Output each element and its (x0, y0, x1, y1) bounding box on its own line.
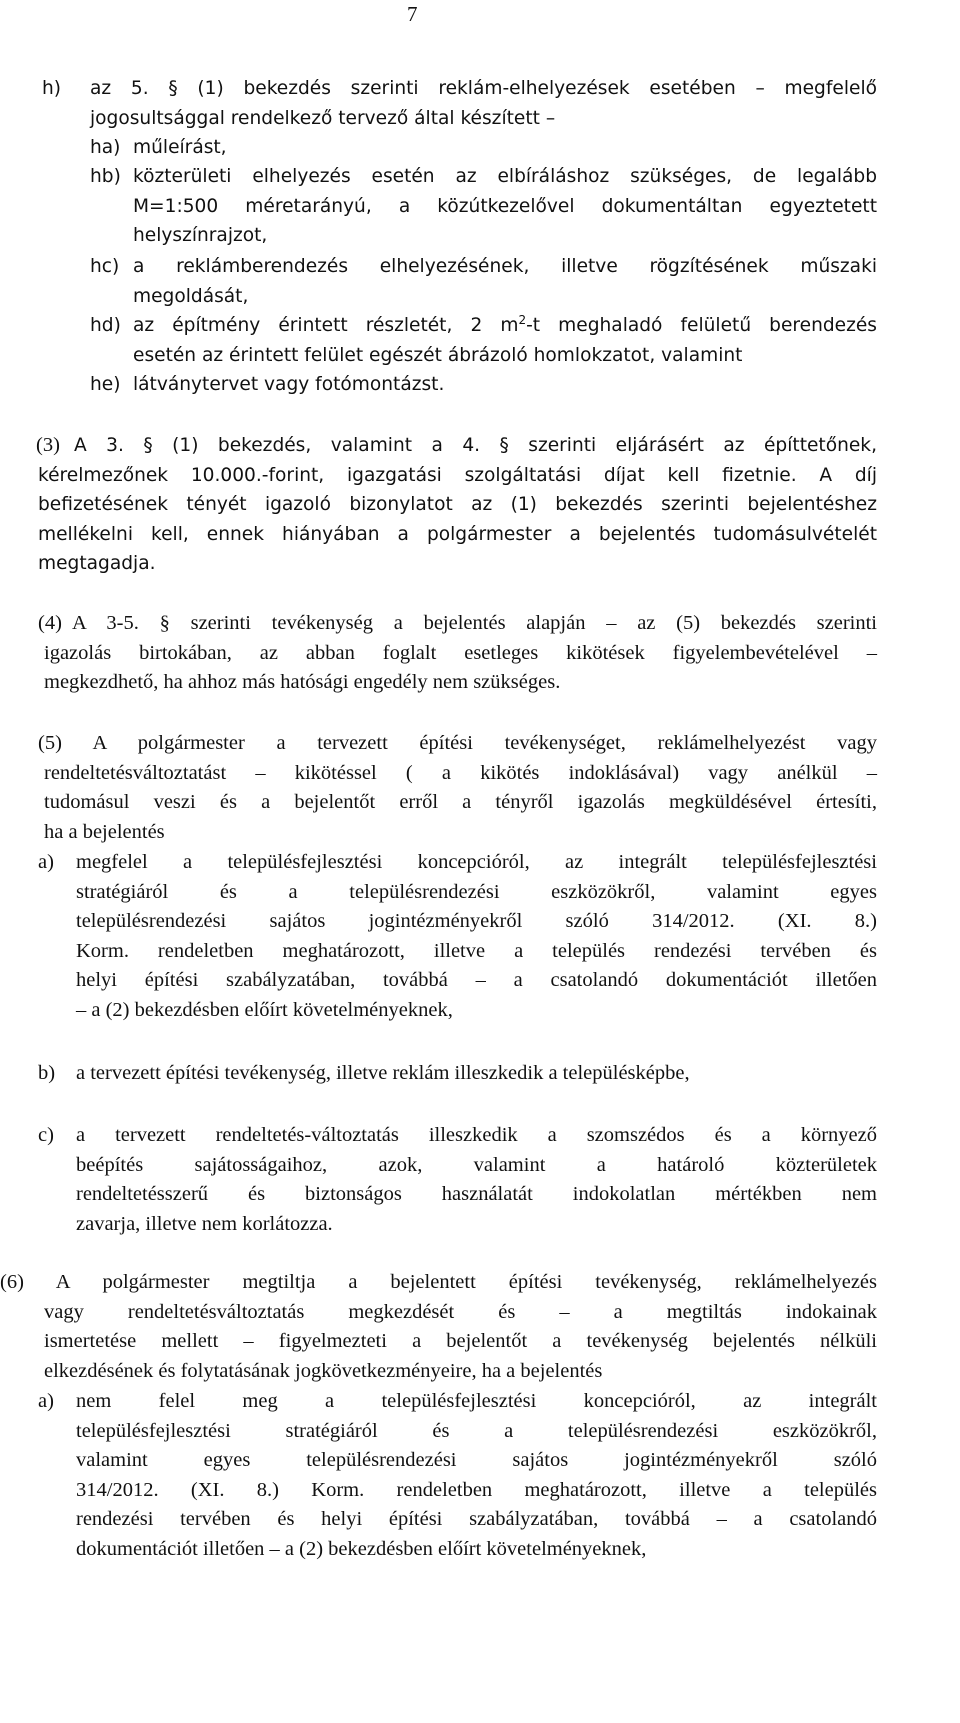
para5-label: (5) (38, 732, 62, 754)
text-line: rendezési tervében és helyi építési szabályzatában, továbbá – a csatolandó (76, 1508, 877, 1531)
item-hc (133, 252, 877, 311)
text-line: településrendezési sajátos jogintézményekről szóló 314/2012. (XI. 8.) (76, 910, 877, 933)
text-line: elkezdésének és folytatásának jogkövetkezményeire, ha a bejelentés (44, 1359, 603, 1382)
text-line (133, 311, 877, 341)
item-ha-label: ha) (90, 137, 121, 158)
item-hb (133, 162, 877, 251)
text-line: befizetésének tényét igazoló bizonylatot az (1) bekezdés szerinti bejelentéshez (38, 494, 877, 516)
text-part: A polgármester megtiltja a bejelentett építési tevékenység, reklámelhelyezés (55, 1271, 877, 1293)
text-line: megtagadja. (38, 553, 156, 575)
text-line: látványtervet vagy fotómontázst. (133, 374, 445, 395)
text-part: az építmény érintett részletét, 2 m (133, 315, 519, 336)
text-line: dokumentációt illetően – a (2) bekezdésben előírt követelményeknek, (76, 1537, 647, 1560)
text-line: az 5. § (1) bekezdés szerinti reklám-elhelyezések esetében – megfelelő (90, 78, 877, 99)
para3-label: (3) (36, 434, 60, 456)
text-line: vagy rendeltetésváltoztatás megkezdését és – a megtiltás indokainak (44, 1300, 877, 1323)
text-line: igazolás birtokában, az abban foglalt esetleges kikötések figyelembevételével – (44, 641, 877, 664)
text-line: mellékelni kell, ennek hiányában a polgármester a bejelentés tudomásulvételét (38, 523, 877, 545)
text-line: közterületi elhelyezés esetén az elbíráláshoz szükséges, de legalább (133, 166, 877, 187)
para6-item-a (76, 1387, 877, 1565)
text-line: a tervezett rendeltetés-változtatás illeszkedik a szomszédos és a környező (76, 1124, 877, 1146)
text-line: nem felel meg a településfejlesztési koncepcióról, az integrált (76, 1390, 877, 1412)
para5-item-b (76, 1059, 877, 1089)
item-ha (133, 133, 877, 163)
text-line: A 3-5. § szerinti tevékenység a bejelentés alapján – az (5) bekezdés szerinti (72, 612, 877, 634)
para5-item-a-label: a) (38, 851, 54, 873)
item-hd-label: hd) (90, 315, 121, 336)
text-line: ismertetése mellett – figyelmezteti a bejelentőt a tevékenység bejelentés nélküli (44, 1330, 877, 1353)
text-line: műleírást, (133, 137, 227, 158)
section-h-intro (90, 74, 877, 133)
item-hc-label: hc) (90, 256, 120, 277)
text-line: kérelmezőnek 10.000.-forint, igazgatási szolgáltatási díjat kell fizetnie. A díj (38, 464, 877, 486)
text-line: megfelel a településfejlesztési koncepcióról, az integrált településfejlesztési (76, 851, 877, 873)
text-line: jogosultsággal rendelkező tervező által készített – (90, 107, 556, 129)
para5-item-c (76, 1121, 877, 1239)
para6 (0, 1268, 877, 1386)
para4 (38, 609, 877, 698)
text-line: stratégiáról és a településrendezési eszközökről, valamint egyes (76, 880, 877, 903)
item-he-label: he) (90, 374, 121, 395)
para6-item-a-label: a) (38, 1390, 54, 1412)
para3 (38, 431, 877, 579)
text-line: a reklámberendezés elhelyezésének, illetve rögzítésének műszaki (133, 256, 877, 277)
item-he (133, 370, 877, 400)
para5-item-c-label: c) (38, 1124, 54, 1146)
text-line: megkezdhető, ha ahhoz más hatósági engedély nem szükséges. (44, 671, 561, 694)
text-line: ha a bejelentés (44, 820, 165, 843)
text-line: esetén az érintett felület egészét ábrázoló homlokzatot, valamint (133, 344, 743, 366)
text-part: -t meghaladó felületű berendezés (526, 315, 877, 336)
text-line: beépítés sajátosságaihoz, azok, valamint a határoló közterületek (76, 1153, 877, 1176)
para6-label: (6) (0, 1271, 24, 1293)
text-line: helyi építési szabályzatában, továbbá – a csatolandó dokumentációt illetően (76, 969, 877, 992)
section-h-label: h) (42, 78, 62, 99)
para5 (38, 729, 877, 847)
text-part: A polgármester a tervezett építési tevékenységet, reklámelhelyezést vagy (92, 732, 877, 754)
text-line: Korm. rendeletben meghatározott, illetve a település rendezési tervében és (76, 939, 877, 962)
text-line: megoldását, (133, 285, 249, 307)
item-hd (133, 311, 877, 370)
text-line: településfejlesztési stratégiáról és a településrendezési eszközökről, (76, 1419, 877, 1442)
text-line: A 3. § (1) bekezdés, valamint a 4. § szerinti eljárásért az építtetőnek, (74, 435, 877, 456)
page-number: 7 (407, 2, 418, 26)
text-line (0, 1268, 877, 1298)
text-line: helyszínrajzot, (133, 225, 268, 247)
text-line: rendeltetésszerű és biztonságos használatát indokolatlan mértékben nem (76, 1183, 877, 1206)
superscript: 2 (518, 312, 527, 327)
para5-item-a (76, 848, 877, 1026)
text-line (38, 729, 877, 759)
text-line: zavarja, illetve nem korlátozza. (76, 1212, 333, 1235)
text-line: tudomásul veszi és a bejelentőt erről a tényről igazolás megküldésével értesíti, (44, 791, 877, 814)
text-line: 314/2012. (XI. 8.) Korm. rendeletben meghatározott, illetve a település (76, 1478, 877, 1501)
text-line: valamint egyes településrendezési sajátos jogintézményekről szóló (76, 1449, 877, 1472)
para5-item-b-label: b) (38, 1062, 56, 1084)
text-line: rendeltetésváltoztatást – kikötéssel ( a kikötés indoklásával) vagy anélkül – (44, 761, 877, 784)
para4-label: (4) (38, 612, 62, 634)
text-line: – a (2) bekezdésben előírt követelményeknek, (76, 998, 453, 1021)
text-line: M=1:500 méretarányú, a közútkezelővel dokumentáltan egyeztetett (133, 195, 877, 217)
text-line: a tervezett építési tevékenység, illetve reklám illeszkedik a településképbe, (76, 1062, 690, 1084)
item-hb-label: hb) (90, 166, 121, 187)
